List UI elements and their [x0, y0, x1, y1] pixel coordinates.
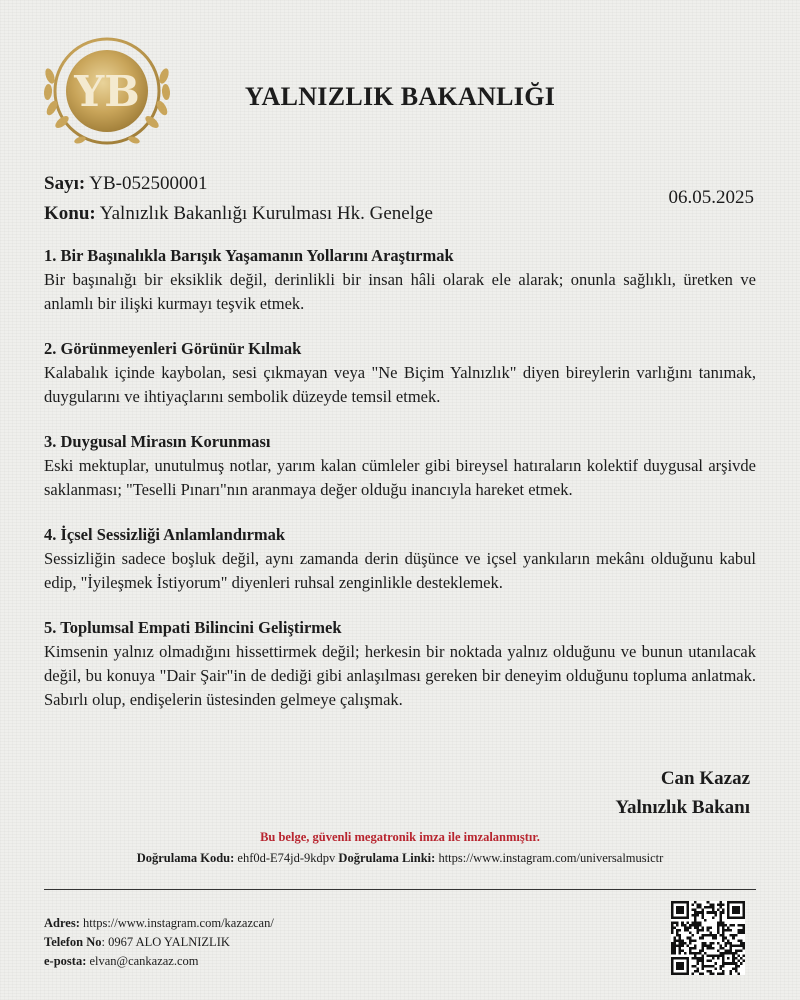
directive-heading: 2. Görünmeyenleri Görünür Kılmak: [44, 339, 302, 358]
konu-value: Yalnızlık Bakanlığı Kurulması Hk. Genelge: [99, 203, 433, 224]
konu-label: Konu:: [44, 203, 96, 224]
qr-code-icon[interactable]: [671, 901, 745, 975]
document-subject: [44, 203, 433, 225]
directive-heading: 1. Bir Başınalıkla Barışık Yaşamanın Yollarını Araştırmak: [44, 246, 454, 265]
document-number: [44, 173, 207, 195]
directive-item: [44, 337, 756, 409]
directive-text: Bir başınalığı bir eksiklik değil, derinlikli bir insan hâli olarak ele alarak; onunla sağlıklı, üretken ve anlamlı bir ilişki kurmayı teşvik etmek.: [44, 270, 756, 313]
signature-block: [615, 764, 750, 822]
directive-heading: 4. İçsel Sessizliği Anlamlandırmak: [44, 525, 286, 544]
verification-link[interactable]: https://www.instagram.com/universalmusictr: [438, 851, 664, 865]
directive-heading: 5. Toplumsal Empati Bilincini Geliştirmek: [44, 618, 342, 637]
verification-code: ehf0d-E74jd-9kdpv: [237, 851, 336, 865]
directive-item: [44, 430, 756, 502]
email-label: e-posta:: [44, 954, 87, 968]
address-label: Adres:: [44, 916, 80, 930]
directive-item: [44, 244, 756, 316]
verification-link-label: Doğrulama Linki:: [338, 851, 436, 865]
directive-heading: 3. Duygusal Mirasın Korunması: [44, 432, 271, 451]
verification-line: [0, 851, 800, 866]
document-date: 06.05.2025: [668, 187, 754, 208]
directive-text: Kimsenin yalnız olmadığını hissettirmek değil; herkesin bir noktada yalnız olduğunu ve bunun utanılacak değil, bu konuya "Dair Şair"in de dediği gibi anlaşılması gereken bir deneyim olduğunu topluma anlatmak. Sabırlı olup, endişelerin üstesinden gelmeye çalışmak.: [44, 642, 756, 709]
directive-text: Kalabalık içinde kaybolan, sesi çıkmayan veya "Ne Biçim Yalnızlık" diyen bireylerin varlığını tanımak, duygularını ve ihtiyaçlarını sembolik düzeyde temsil etmek.: [44, 363, 756, 406]
directive-list: [44, 244, 756, 733]
contact-info: Adres: https://www.instagram.com/kazazcan/ Telefon No: 0967 ALO YALNIZLIK e-posta: elvan@cankazaz.com: [44, 916, 274, 968]
directive-item: [44, 616, 756, 712]
signature-notice: Bu belge, güvenli megatronik imza ile imzalanmıştır.: [260, 830, 540, 844]
page-title: YALNIZLIK BAKANLIĞI: [244, 82, 556, 111]
footer-divider: [44, 889, 756, 890]
directive-text: Eski mektuplar, unutulmuş notlar, yarım kalan cümleler gibi bireysel hatıraların kolektif duygusal arşivde saklanması; "Teselli Pınarı"nın aranmaya değer olduğu inancıyla hareket etmek.: [44, 456, 756, 499]
phone-value: 0967 ALO YALNIZLIK: [108, 935, 230, 949]
phone-label: Telefon No: [44, 935, 102, 949]
verification-code-label: Doğrulama Kodu:: [136, 851, 235, 865]
address-value[interactable]: https://www.instagram.com/kazazcan/: [83, 916, 274, 930]
email-value[interactable]: elvan@cankazaz.com: [89, 954, 199, 968]
svg-text:YB: YB: [74, 67, 140, 116]
directive-text: Sessizliğin sadece boşluk değil, aynı zamanda derin düşünce ve içsel yankıların mekânı olduğunu kabul edip, "İyileşmek İstiyorum" diyenleri ruhsal zenginlikle desteklemek.: [44, 549, 756, 592]
directive-item: [44, 523, 756, 595]
sayi-label: Sayı:: [44, 173, 86, 194]
sayi-value: YB-052500001: [89, 173, 208, 194]
signatory-name: Can Kazaz: [660, 768, 750, 789]
ministry-logo: [40, 28, 174, 154]
signatory-role: Yalnızlık Bakanı: [615, 797, 750, 818]
